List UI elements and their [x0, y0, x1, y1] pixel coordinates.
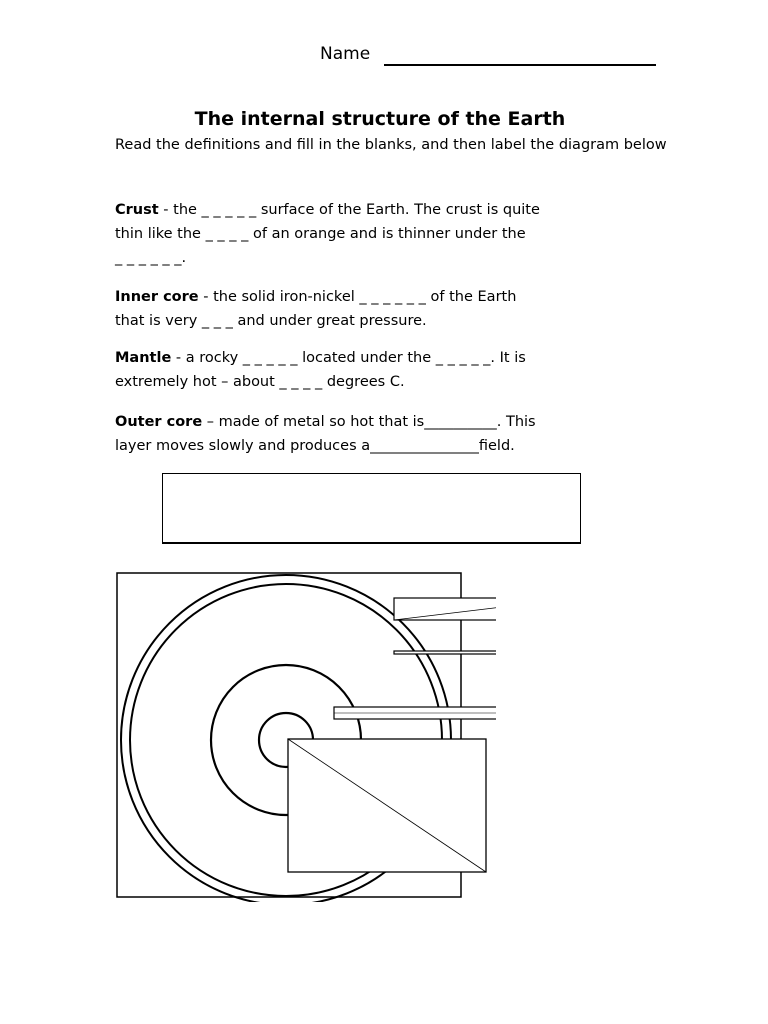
- term-inner-core: Inner core: [115, 289, 199, 305]
- inner-core-line-1: - the solid iron-nickel _ _ _ _ _ _ of the Earth: [198, 289, 517, 305]
- crust-line-2: thin like the _ _ _ _ of an orange and is thinner under the: [115, 226, 526, 242]
- mantle-line-2: extremely hot – about _ _ _ _ degrees C.: [115, 374, 405, 390]
- definition-mantle: [115, 346, 675, 394]
- name-field[interactable]: [384, 64, 656, 66]
- crust-line-3: _ _ _ _ _ _.: [115, 250, 187, 266]
- term-outer-core: Outer core: [115, 414, 203, 430]
- outer-core-line-1: – made of metal so hot that is__________. This: [202, 414, 536, 430]
- definition-inner-core: [115, 285, 675, 333]
- crust-line-1: - the _ _ _ _ _ surface of the Earth. The crust is quite: [158, 202, 540, 218]
- mantle-line-1: - a rocky _ _ _ _ _ located under the _ _ _ _ _. It is: [171, 350, 526, 366]
- label-box-2[interactable]: [394, 651, 496, 654]
- label-box-4[interactable]: [288, 739, 486, 872]
- page-title: The internal structure of the Earth: [194, 108, 566, 130]
- answer-box[interactable]: [162, 473, 581, 544]
- label-box-3[interactable]: [334, 707, 496, 719]
- instructions: Read the definitions and fill in the blanks, and then label the diagram below: [115, 137, 667, 153]
- label-box-1[interactable]: [394, 598, 496, 620]
- name-label: Name: [320, 44, 371, 64]
- term-mantle: Mantle: [115, 350, 172, 366]
- outer-core-line-2: layer moves slowly and produces a_______________field.: [115, 438, 515, 454]
- earth-diagram: [116, 572, 496, 902]
- definition-outer-core: [115, 410, 675, 458]
- inner-core-line-2: that is very _ _ _ and under great pressure.: [115, 313, 427, 329]
- term-crust: Crust: [115, 202, 159, 218]
- definition-crust: [115, 198, 675, 270]
